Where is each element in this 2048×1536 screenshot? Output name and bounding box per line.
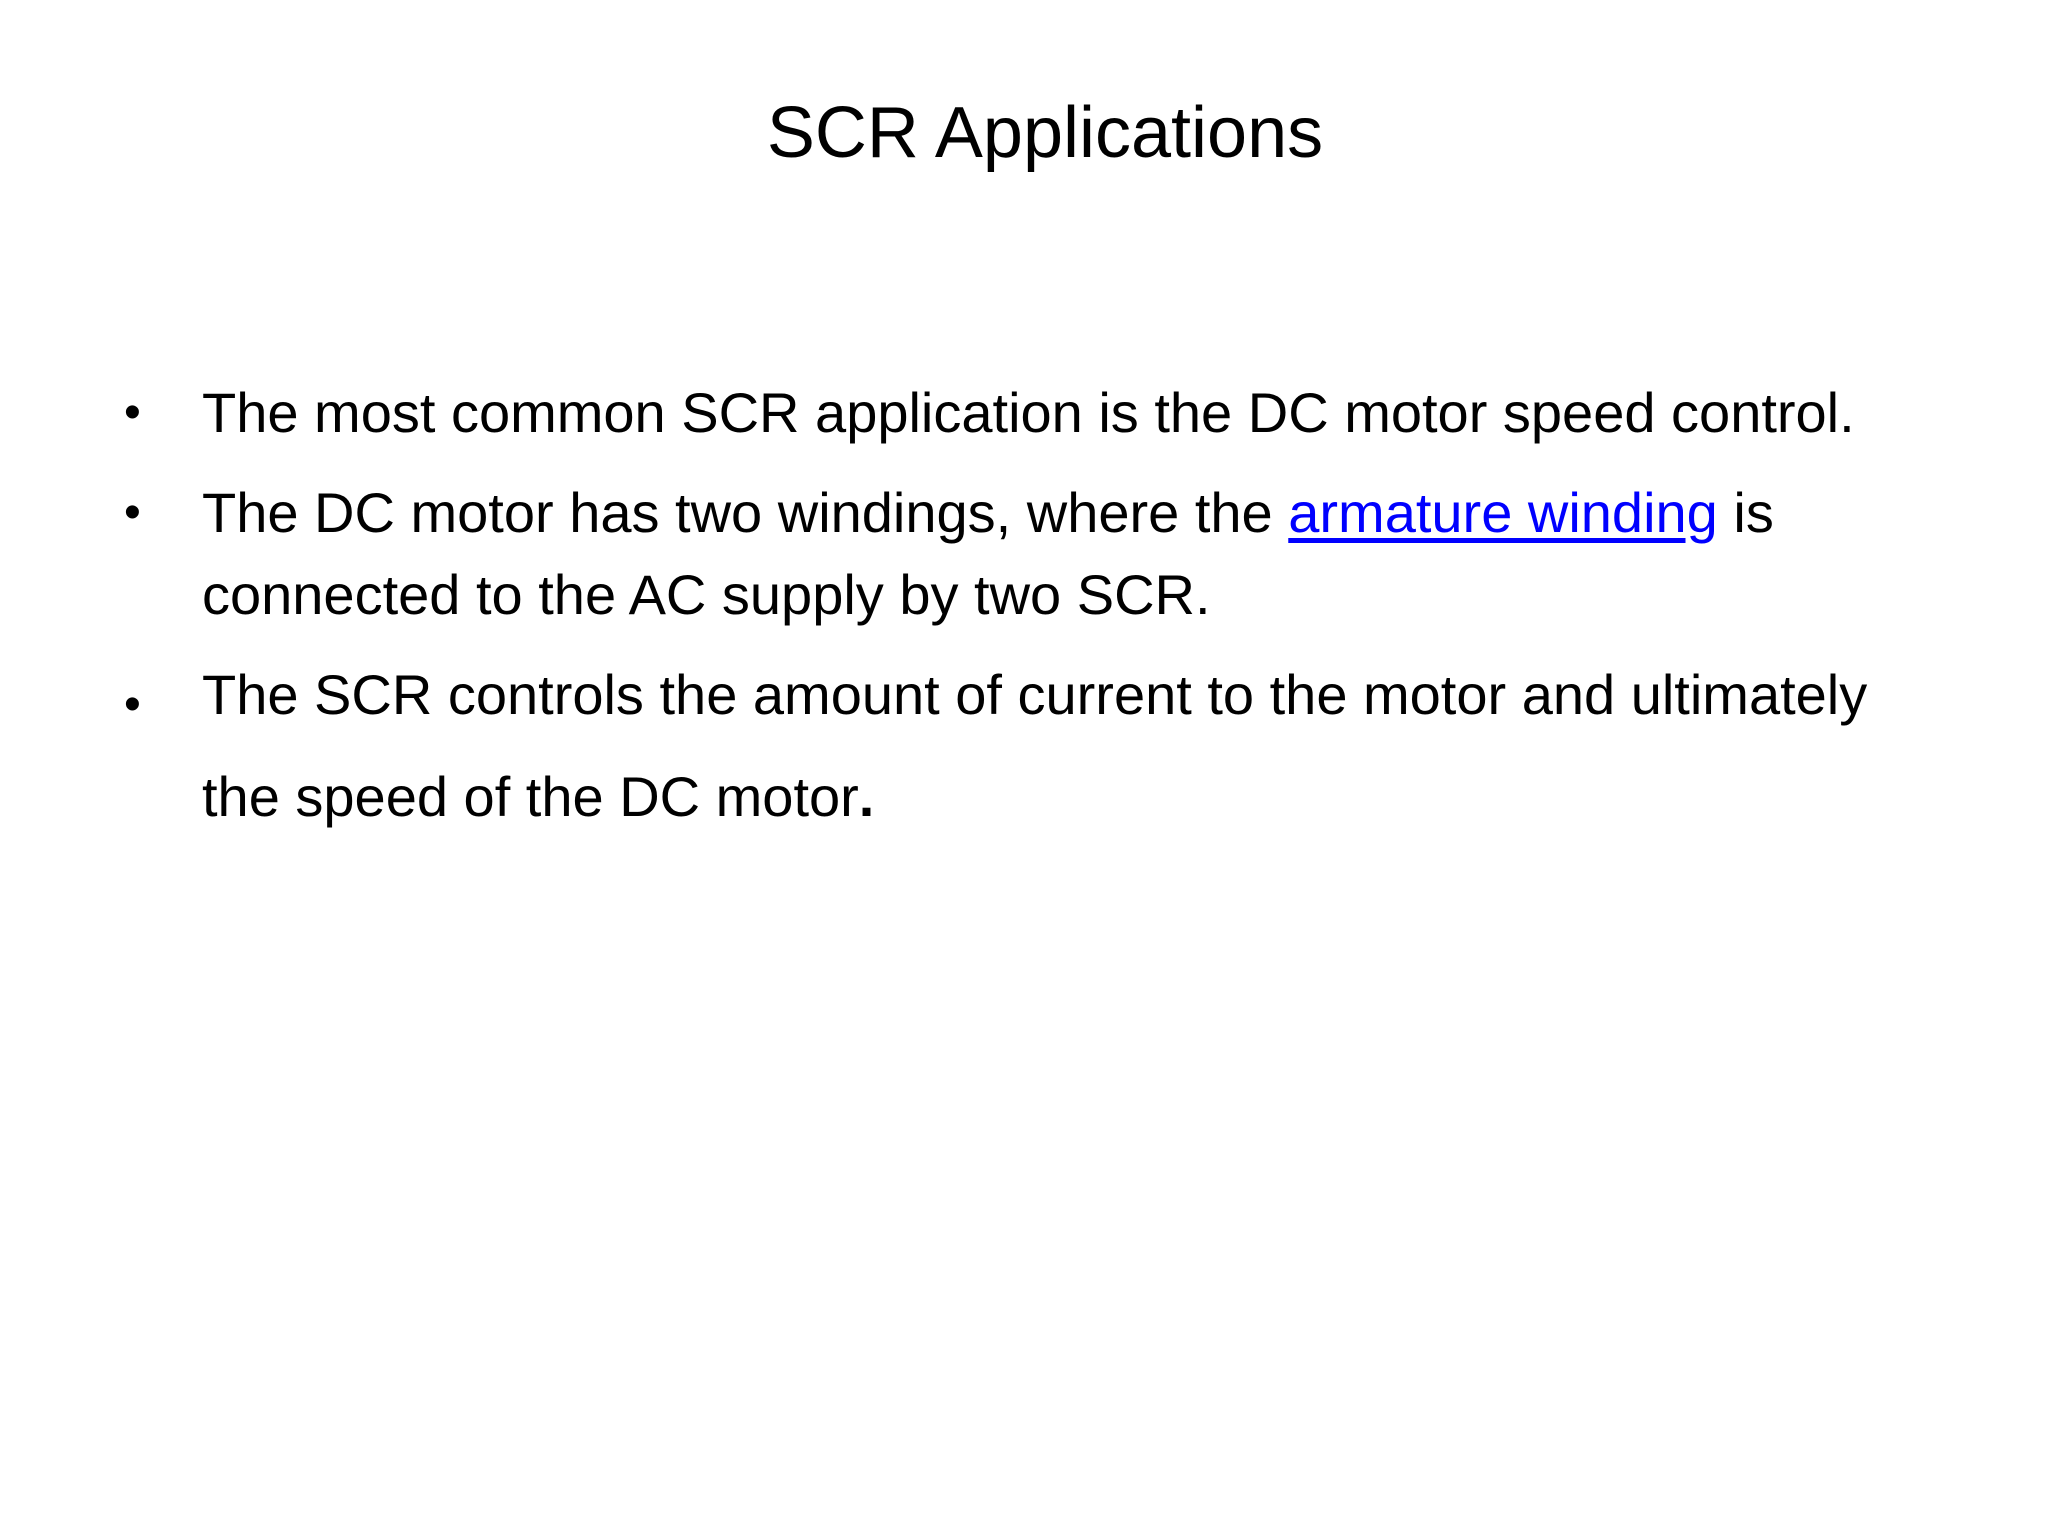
armature-winding-link[interactable]: armature winding [1288,481,1718,544]
bullet-text: The most common SCR application is the DC motor speed control. [202,381,1855,444]
slide-title: SCR Applications [766,93,1324,173]
bullet-item-2 [124,472,1924,636]
bullet-list [124,372,1924,866]
bullet-item-3 [124,644,1924,848]
bullet-text-before: The DC motor has two windings, where the [202,481,1289,544]
bullet-icon: • [124,678,141,731]
bullet-end-period: . [858,765,875,828]
bullet-icon: • [124,486,141,539]
bullet-text-after: is connected to the AC supply by two SCR. [202,481,1774,626]
bullet-text: The SCR controls the amount of current to the motor and ultimately the speed of the DC motor [202,663,1868,828]
bullet-item-1 [124,372,1924,454]
bullet-icon: • [124,386,141,439]
